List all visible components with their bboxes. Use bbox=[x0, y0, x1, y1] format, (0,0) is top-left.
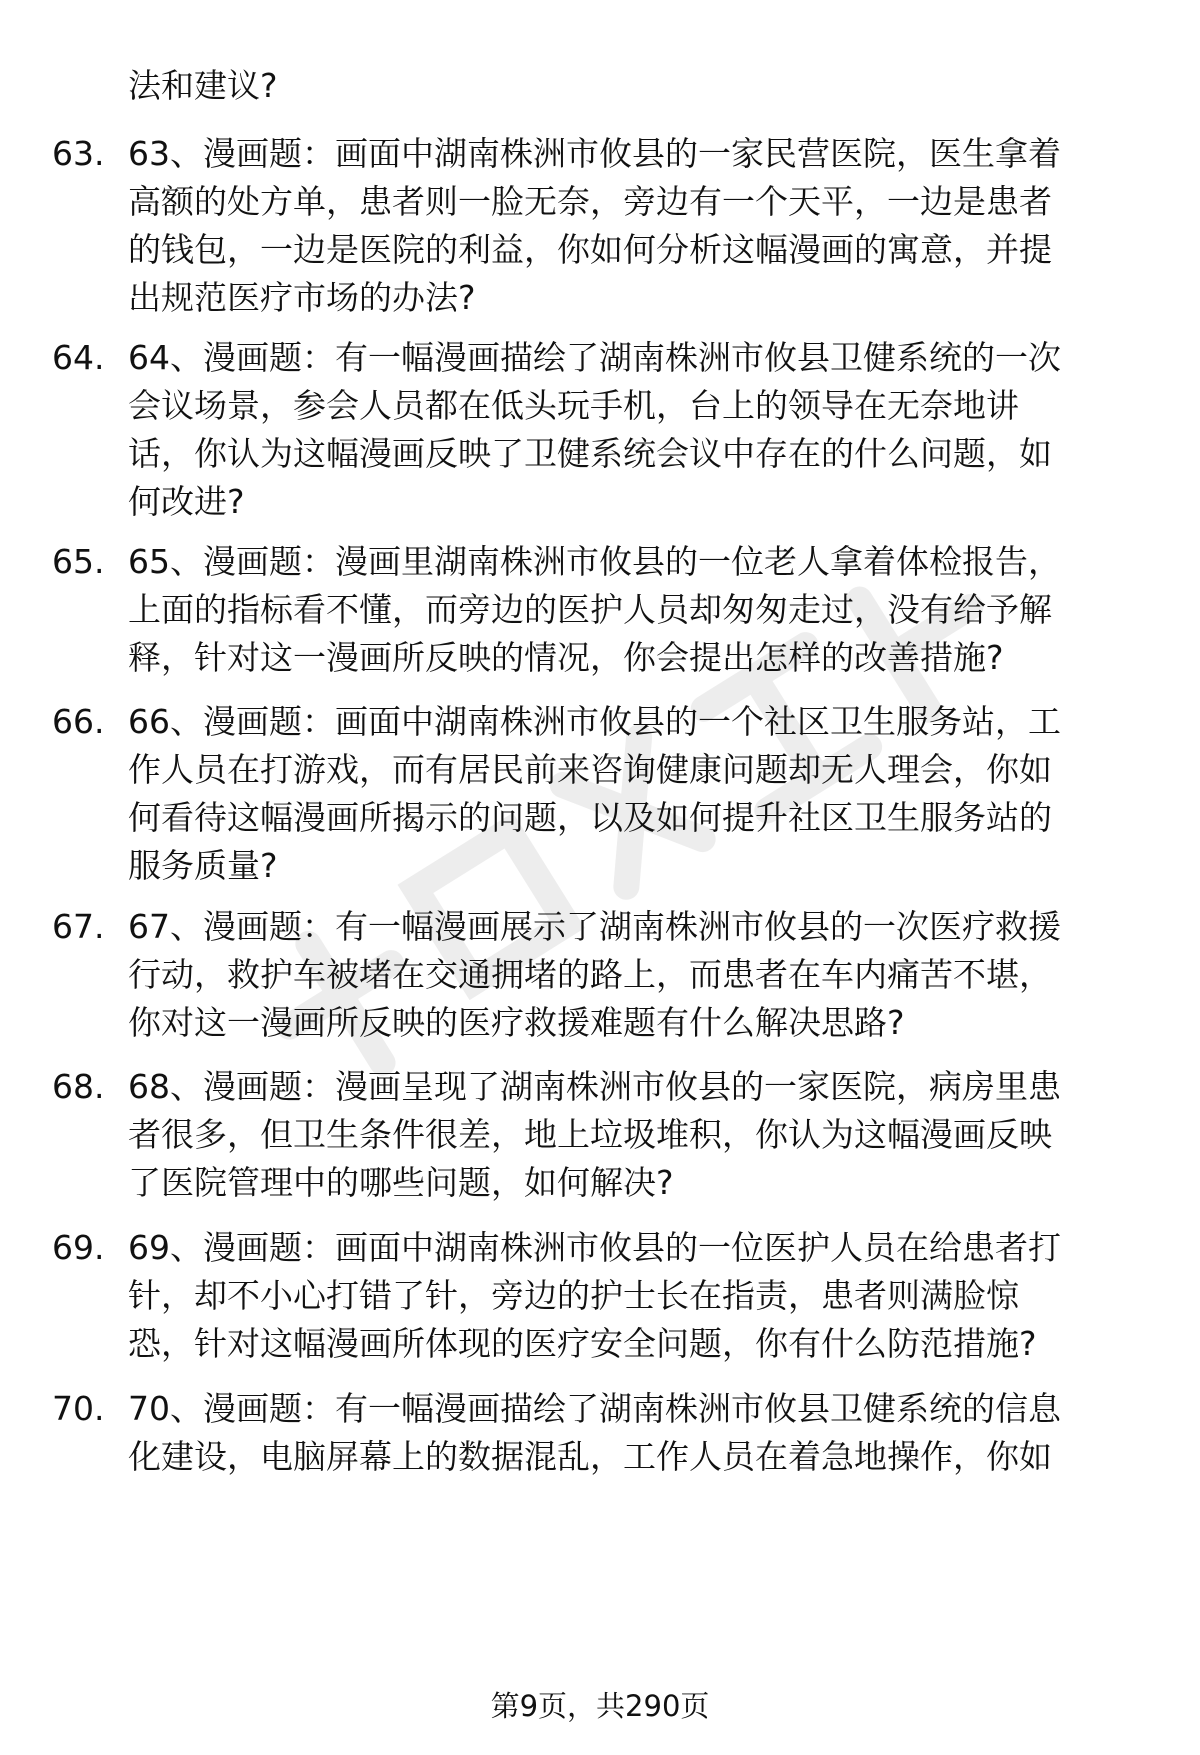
text-line: 68、漫画题：漫画呈现了湖南株洲市攸县的一家医院，病房里患 bbox=[128, 1067, 1061, 1106]
item-number: 68. bbox=[52, 1067, 105, 1106]
text-line: 何改进? bbox=[128, 482, 245, 521]
item-text bbox=[128, 538, 1138, 682]
text-line: 的钱包，一边是医院的利益，你如何分析这幅漫画的寓意，并提 bbox=[128, 230, 1052, 269]
item-text bbox=[128, 698, 1138, 890]
item-text bbox=[128, 334, 1138, 526]
text-line: 针，却不小心打错了针，旁边的护士长在指责，患者则满脸惊 bbox=[128, 1276, 1019, 1315]
text-line: 服务质量? bbox=[128, 846, 278, 885]
text-line: 作人员在打游戏，而有居民前来咨询健康问题却无人理会，你如 bbox=[128, 750, 1052, 789]
text-line: 出规范医疗市场的办法? bbox=[128, 278, 476, 317]
item-number: 63. bbox=[52, 134, 105, 173]
text-line: 者很多，但卫生条件很差，地上垃圾堆积，你认为这幅漫画反映 bbox=[128, 1115, 1052, 1154]
text-line: 化建设，电脑屏幕上的数据混乱，工作人员在着急地操作，你如 bbox=[128, 1437, 1052, 1476]
item-number: 69. bbox=[52, 1228, 105, 1267]
page-footer: 第9页，共290页 bbox=[490, 1689, 710, 1723]
text-line: 66、漫画题：画面中湖南株洲市攸县的一个社区卫生服务站，工 bbox=[128, 702, 1061, 741]
item-number: 65. bbox=[52, 542, 105, 581]
text-line: 65、漫画题：漫画里湖南株洲市攸县的一位老人拿着体检报告， bbox=[128, 542, 1061, 581]
text-line: 70、漫画题：有一幅漫画描绘了湖南株洲市攸县卫健系统的信息 bbox=[128, 1389, 1061, 1428]
item-number: 67. bbox=[52, 907, 105, 946]
item-number: 66. bbox=[52, 702, 105, 741]
item-number: 64. bbox=[52, 338, 105, 377]
text-line: 64、漫画题：有一幅漫画描绘了湖南株洲市攸县卫健系统的一次 bbox=[128, 338, 1061, 377]
text-line: 你对这一漫画所反映的医疗救援难题有什么解决思路? bbox=[128, 1003, 905, 1042]
text-line: 何看待这幅漫画所揭示的问题，以及如何提升社区卫生服务站的 bbox=[128, 798, 1052, 837]
text-line: 67、漫画题：有一幅漫画展示了湖南株洲市攸县的一次医疗救援 bbox=[128, 907, 1061, 946]
item-number: 70. bbox=[52, 1389, 105, 1428]
item-text bbox=[128, 1224, 1138, 1368]
item-text bbox=[128, 1063, 1138, 1207]
text-line: 63、漫画题：画面中湖南株洲市攸县的一家民营医院，医生拿着 bbox=[128, 134, 1061, 173]
text-line: 恐，针对这幅漫画所体现的医疗安全问题，你有什么防范措施? bbox=[128, 1324, 1037, 1363]
text-line: 话，你认为这幅漫画反映了卫健系统会议中存在的什么问题，如 bbox=[128, 434, 1052, 473]
text-line: 高额的处方单，患者则一脸无奈，旁边有一个天平，一边是患者 bbox=[128, 182, 1052, 221]
item-text bbox=[128, 903, 1138, 1047]
text-line: 会议场景，参会人员都在低头玩手机，台上的领导在无奈地讲 bbox=[128, 386, 1019, 425]
item-text bbox=[128, 1385, 1138, 1481]
text-line: 行动，救护车被堵在交通拥堵的路上，而患者在车内痛苦不堪， bbox=[128, 955, 1052, 994]
item-text bbox=[128, 130, 1138, 322]
text-line: 释，针对这一漫画所反映的情况，你会提出怎样的改善措施? bbox=[128, 638, 1004, 677]
carried-over-text: 法和建议? bbox=[128, 66, 278, 105]
text-line: 上面的指标看不懂，而旁边的医护人员却匆匆走过，没有给予解 bbox=[128, 590, 1052, 629]
text-line: 了医院管理中的哪些问题，如何解决? bbox=[128, 1163, 674, 1202]
text-line: 69、漫画题：画面中湖南株洲市攸县的一位医护人员在给患者打 bbox=[128, 1228, 1061, 1267]
